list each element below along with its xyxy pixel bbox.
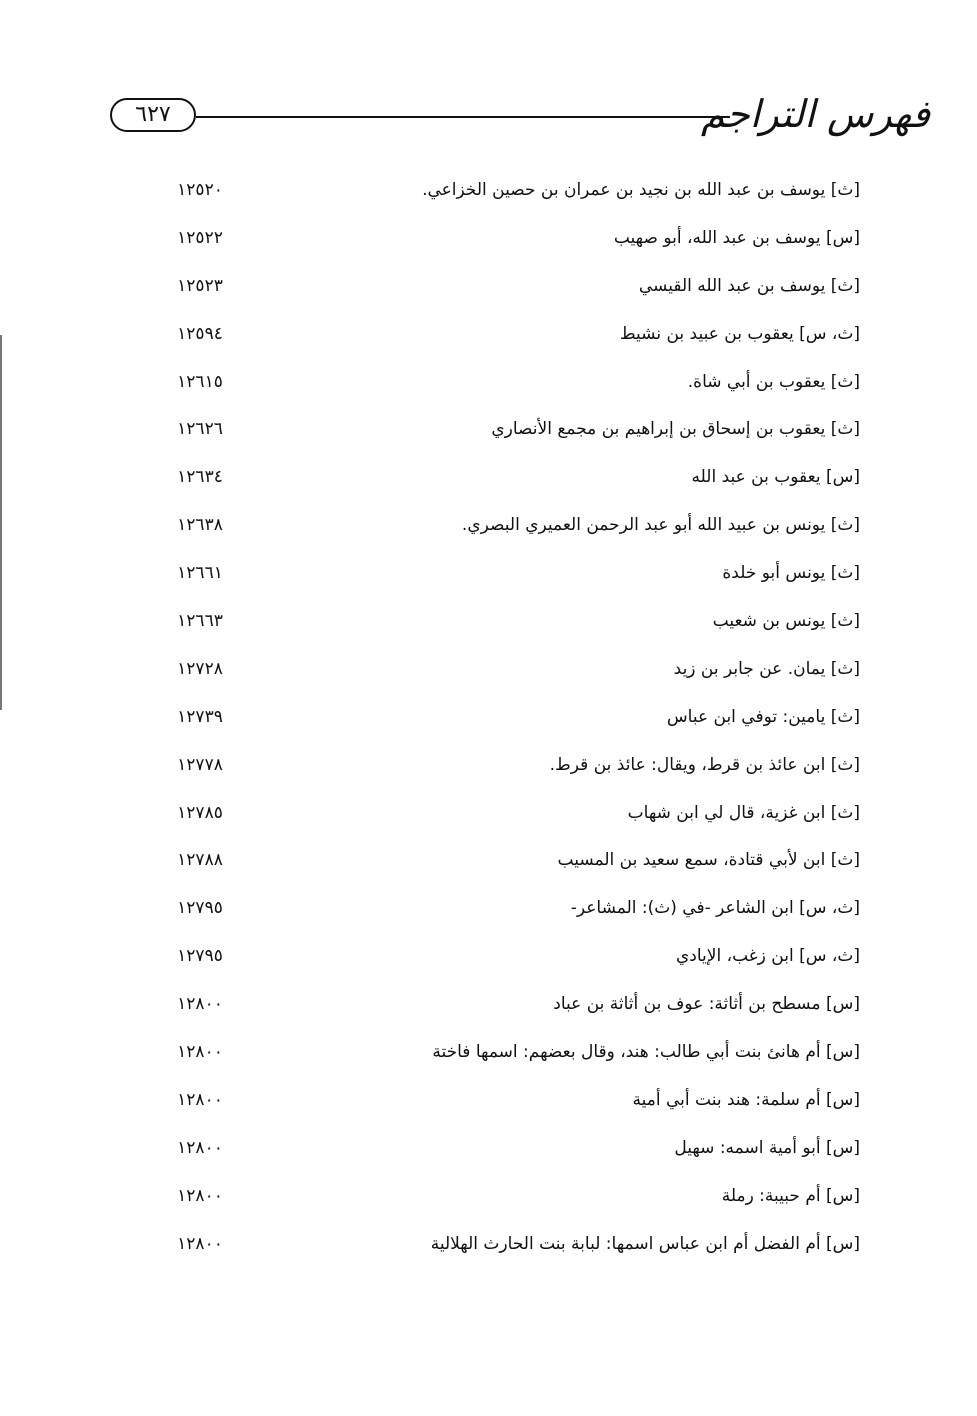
entry-number: ١٢٦٣٤	[177, 467, 223, 488]
index-entry	[160, 172, 860, 220]
index-entry	[160, 651, 860, 699]
header-rule	[196, 116, 730, 118]
index-entry	[160, 316, 860, 364]
entry-text: [س] مسطح بن أثاثة: عوف بن أثاثة بن عباد	[553, 994, 860, 1015]
entry-number: ١٢٥٢٠	[177, 180, 223, 200]
entry-text: [ث] يامين: توفي ابن عباس	[666, 706, 860, 727]
page-title: فهرس التراجم	[700, 92, 930, 136]
entry-text: [ث] يعقوب بن إسحاق بن إبراهيم بن مجمع الأنصاري	[491, 419, 860, 440]
index-entry	[160, 842, 860, 890]
entry-number: ١٢٥٩٤	[177, 323, 223, 344]
entry-number: ١٢٧٩٥	[177, 946, 223, 967]
entry-number: ١٢٦٦٣	[177, 611, 223, 632]
index-entry	[160, 1034, 860, 1082]
entry-text: [ث] ابن عائذ بن قرط، ويقال: عائذ بن قرط.	[549, 754, 860, 775]
entry-text: [ث] يوسف بن عبد الله القيسي	[638, 275, 860, 296]
entry-number: ١٢٧٣٩	[177, 706, 223, 727]
entry-number: ١٢٦١٥	[177, 371, 223, 392]
entry-text: [ث، س] يعقوب بن عبيد بن نشيط	[619, 323, 860, 344]
entry-text: [ث] يمان. عن جابر بن زيد	[673, 658, 860, 679]
entry-number: ١٢٧٨٨	[177, 850, 223, 871]
index-entry	[160, 747, 860, 795]
entry-text: [ث] ابن غزية، قال لي ابن شهاب	[627, 802, 860, 823]
index-entry	[160, 603, 860, 651]
index-entry	[160, 1082, 860, 1130]
entry-text: [س] أم هانئ بنت أبي طالب: هند، وقال بعضهم: اسمها فاختة	[432, 1042, 860, 1063]
index-entry	[160, 890, 860, 938]
entry-text: [ث] يوسف بن عبد الله بن نجيد بن عمران بن حصين الخزاعي.	[422, 180, 860, 200]
entry-number: ١٢٧٩٥	[177, 898, 223, 919]
index-entry	[160, 699, 860, 747]
entry-number: ١٢٧٧٨	[177, 754, 223, 775]
page-number: ٦٢٧	[135, 102, 171, 127]
entry-number: ١٢٨٠٠	[177, 1089, 223, 1110]
entry-number: ١٢٥٢٣	[177, 275, 223, 296]
entry-text: [س] أم حبيبة: رملة	[721, 1185, 860, 1206]
entry-text: [ث] يونس بن شعيب	[712, 611, 860, 632]
index-entry	[160, 411, 860, 459]
index-entries	[160, 172, 860, 1273]
entry-text: [ث، س] ابن الشاعر -في (ث): المشاعر-	[570, 898, 860, 919]
index-entry	[160, 1226, 860, 1274]
page-header	[110, 92, 930, 152]
entry-number: ١٢٨٠٠	[177, 1042, 223, 1063]
entry-number: ١٢٨٠٠	[177, 1233, 223, 1254]
index-entry	[160, 986, 860, 1034]
entry-text: [س] يوسف بن عبد الله، أبو صهيب	[613, 227, 860, 248]
entry-number: ١٢٦٣٨	[177, 515, 223, 536]
entry-text: [س] أبو أمية اسمه: سهيل	[674, 1137, 860, 1158]
index-entry	[160, 507, 860, 555]
index-entry	[160, 364, 860, 412]
index-entry	[160, 459, 860, 507]
entry-text: [س] يعقوب بن عبد الله	[691, 467, 860, 488]
page-number-badge	[110, 98, 196, 132]
entry-text: [ث] يعقوب بن أبي شاة.	[687, 371, 860, 392]
entry-number: ١٢٧٢٨	[177, 658, 223, 679]
entry-number: ١٢٨٠٠	[177, 994, 223, 1015]
entry-number: ١٢٥٢٢	[177, 227, 223, 248]
entry-number: ١٢٦٦١	[177, 563, 223, 584]
entry-text: [ث، س] ابن زغب، الإيادي	[675, 946, 860, 967]
index-entry	[160, 938, 860, 986]
entry-text: [ث] ابن لأبي قتادة، سمع سعيد بن المسيب	[557, 850, 860, 871]
entry-text: [س] أم الفضل أم ابن عباس اسمها: لبابة بنت الحارث الهلالية	[430, 1233, 860, 1254]
entry-number: ١٢٨٠٠	[177, 1185, 223, 1206]
entry-number: ١٢٨٠٠	[177, 1137, 223, 1158]
entry-number: ١٢٦٢٦	[177, 419, 223, 440]
entry-text: [س] أم سلمة: هند بنت أبي أمية	[632, 1089, 860, 1110]
index-entry	[160, 268, 860, 316]
entry-text: [ث] يونس أبو خلدة	[722, 563, 860, 584]
entry-number: ١٢٧٨٥	[177, 802, 223, 823]
index-entry	[160, 555, 860, 603]
index-entry	[160, 220, 860, 268]
binding-edge-line	[0, 335, 2, 710]
index-entry	[160, 795, 860, 843]
index-entry	[160, 1130, 860, 1178]
index-entry	[160, 1178, 860, 1226]
entry-text: [ث] يونس بن عبيد الله أبو عبد الرحمن العميري البصري.	[461, 515, 860, 536]
